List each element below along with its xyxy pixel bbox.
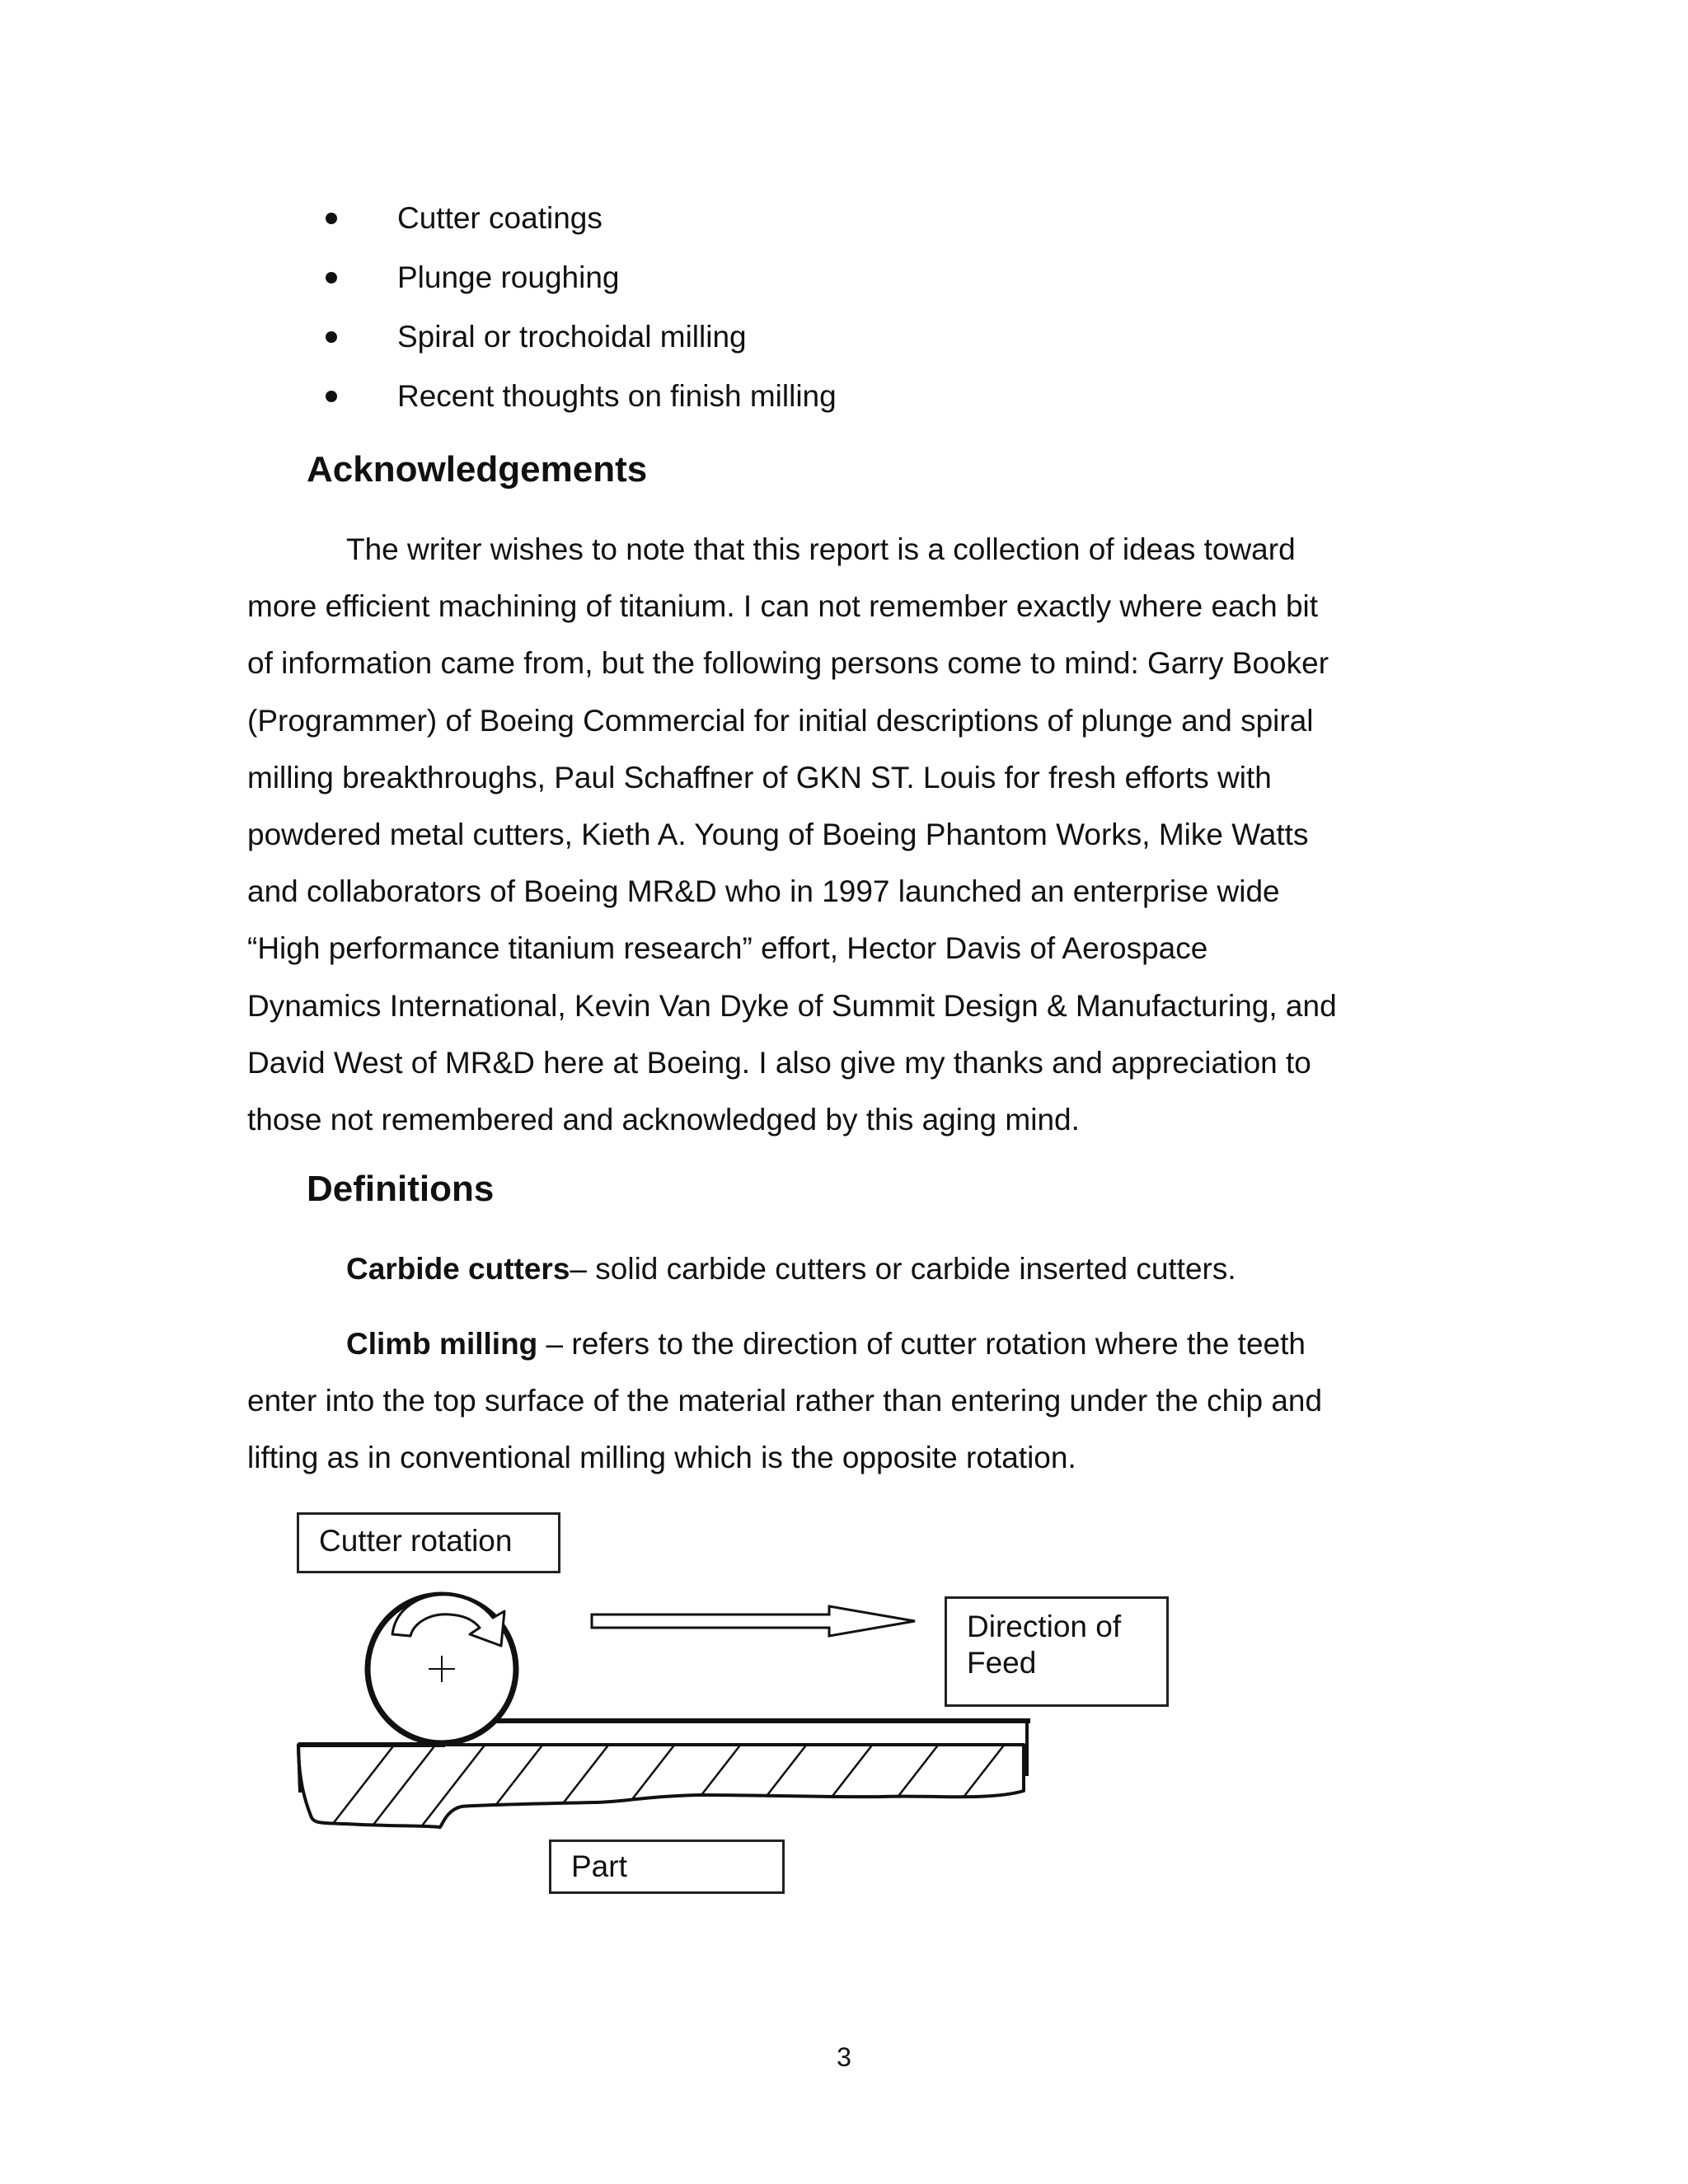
paragraph-line: powdered metal cutters, Kieth A. Young of Boeing Phantom Works, Mike Watts <box>247 818 1309 852</box>
bullet-text: Spiral or trochoidal milling <box>397 320 747 354</box>
bullet-item <box>326 194 837 254</box>
bullet-icon <box>326 331 337 343</box>
definitions-heading: Definitions <box>307 1169 495 1209</box>
feed-label-line: Direction of <box>967 1610 1122 1643</box>
direction-of-feed-label <box>945 1596 1169 1707</box>
bullet-text: Cutter coatings <box>397 201 603 235</box>
acknowledgements-heading: Acknowledgements <box>307 449 648 490</box>
paragraph-line: The writer wishes to note that this report is a collection of ideas toward <box>346 532 1296 566</box>
cutter-rotation-label: Cutter rotation <box>297 1512 560 1573</box>
paragraph-line: and collaborators of Boeing MR&D who in 1997 launched an enterprise wide <box>247 874 1280 909</box>
feed-arrow-icon <box>592 1606 915 1636</box>
definition-text: – refers to the direction of cutter rotation where the teeth <box>537 1327 1306 1361</box>
bullet-icon <box>326 272 337 284</box>
definition-term: Carbide cutters <box>346 1252 570 1286</box>
paragraph-line: lifting as in conventional milling which is the opposite rotation. <box>247 1441 1076 1475</box>
definition-term: Climb milling <box>346 1327 538 1361</box>
paragraph-line: (Programmer) of Boeing Commercial for initial descriptions of plunge and spiral <box>247 703 1314 738</box>
bullet-text: Plunge roughing <box>397 260 620 294</box>
bullet-item <box>326 373 837 432</box>
acknowledgements-paragraph <box>247 521 1451 1148</box>
paragraph-line: of information came from, but the following persons come to mind: Garry Booker <box>247 646 1329 681</box>
paragraph-line <box>247 1315 1451 1372</box>
paragraph-line: those not remembered and acknowledged by this aging mind. <box>247 1103 1080 1137</box>
feed-label-line: Feed <box>967 1646 1037 1680</box>
part-left-edge <box>298 1745 300 1793</box>
part-label: Part <box>549 1840 785 1894</box>
definition-carbide <box>247 1240 1451 1297</box>
definition-text: – solid carbide cutters or carbide inserted cutters. <box>570 1252 1236 1286</box>
page-number: 3 <box>837 2042 851 2072</box>
paragraph-line <box>247 1240 1451 1297</box>
definition-climb <box>247 1315 1451 1487</box>
bullet-icon <box>326 391 337 402</box>
bullet-item <box>326 254 837 313</box>
bullet-text: Recent thoughts on finish milling <box>397 379 837 413</box>
paragraph-line: Dynamics International, Kevin Van Dyke of Summit Design & Manufacturing, and <box>247 988 1337 1023</box>
bullet-icon <box>326 213 337 224</box>
bullet-item <box>326 313 837 373</box>
climb-milling-figure <box>288 1512 1179 1908</box>
paragraph-line: “High performance titanium research” effort, Hector Davis of Aerospace <box>247 931 1208 966</box>
paragraph-line: milling breakthroughs, Paul Schaffner of GKN ST. Louis for fresh efforts with <box>247 760 1272 794</box>
part-outline <box>298 1745 1024 1827</box>
paragraph-line: more efficient machining of titanium. I can not remember exactly where each bit <box>247 589 1319 624</box>
bullet-list <box>326 194 837 432</box>
paragraph-line: enter into the top surface of the material rather than entering under the chip and <box>247 1384 1323 1418</box>
paragraph-line: David West of MR&D here at Boeing. I also give my thanks and appreciation to <box>247 1045 1311 1080</box>
